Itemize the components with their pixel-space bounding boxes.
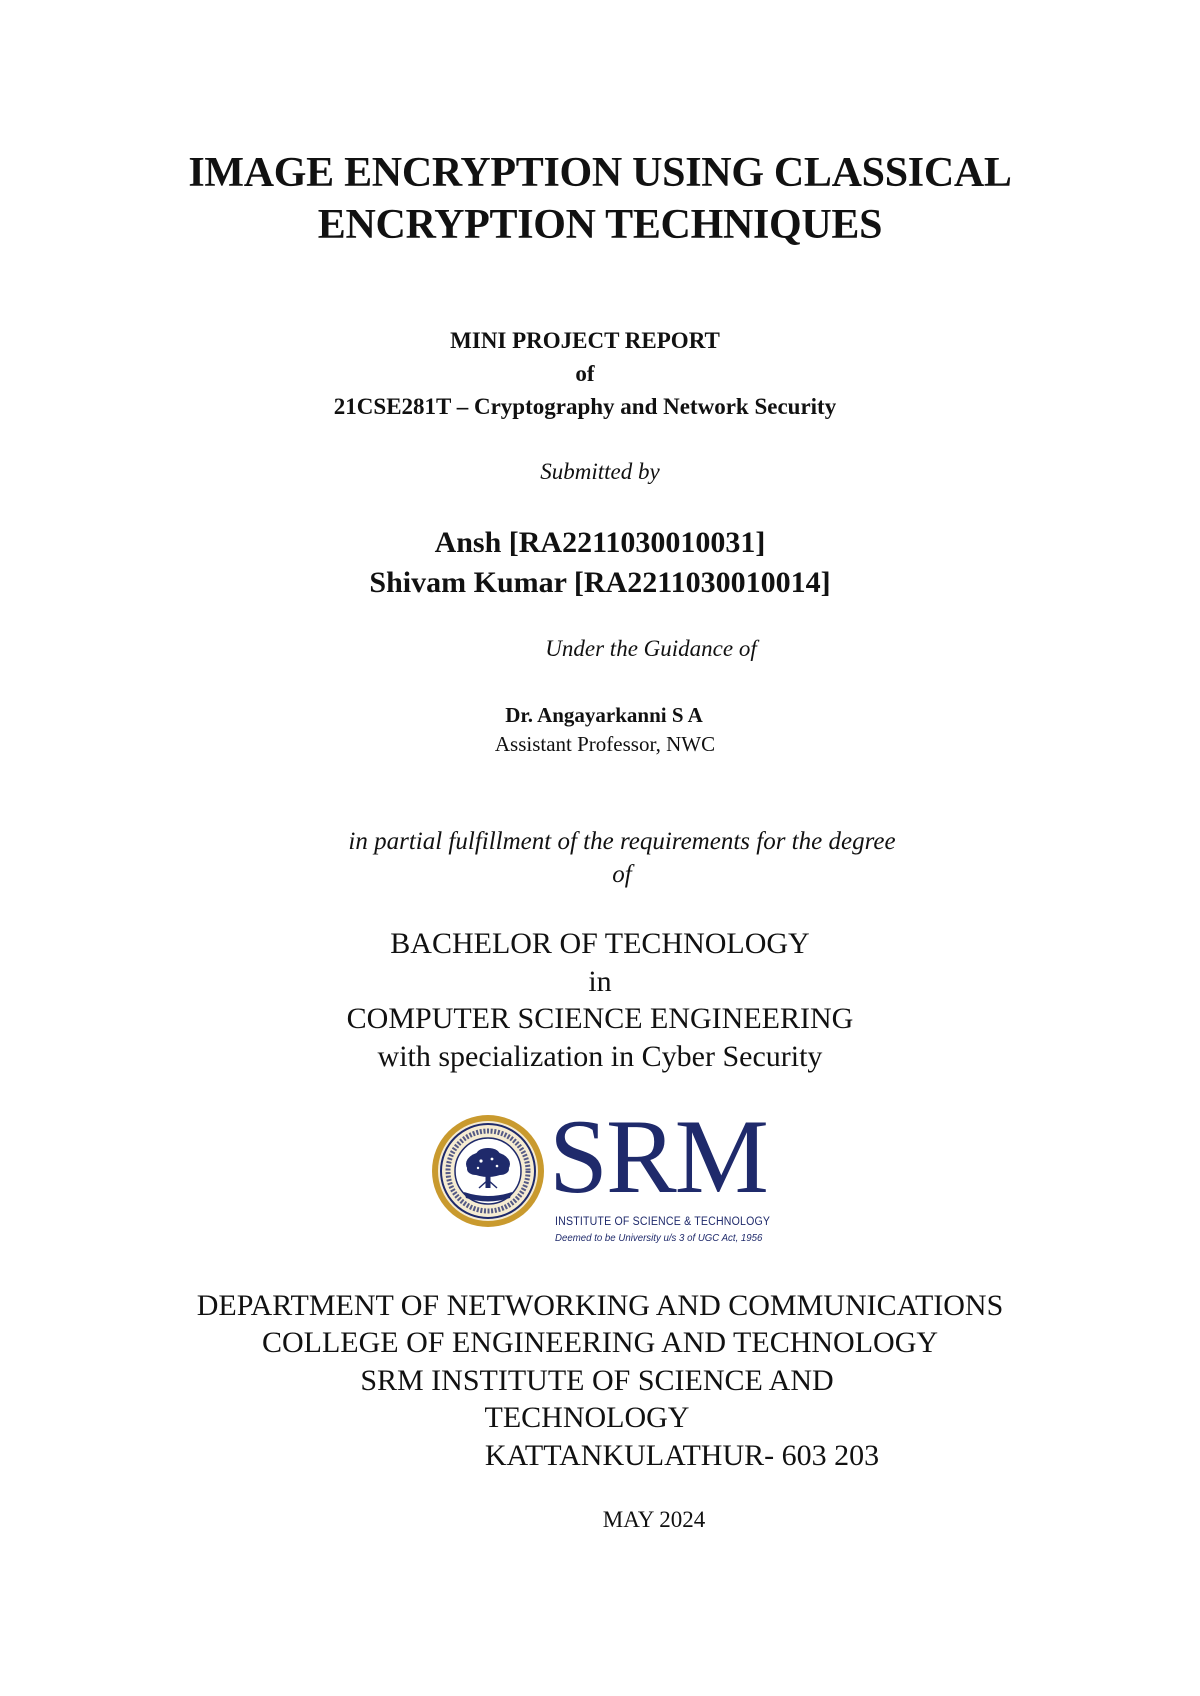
srm-logo [431, 1098, 803, 1246]
title-line-2: ENCRYPTION TECHNIQUES [317, 202, 883, 248]
srm-wordmark: SRM [549, 1098, 767, 1215]
guidance-label: Under the Guidance of [545, 636, 757, 661]
report-type: MINI PROJECT REPORT [450, 328, 720, 353]
degree-name: BACHELOR OF TECHNOLOGY [390, 927, 810, 960]
title-line-1: IMAGE ENCRYPTION USING CLASSICAL [188, 150, 1012, 196]
fulfillment-line-1: in partial fulfillment of the requirements for the degree [348, 828, 896, 855]
report-of: of [575, 361, 595, 386]
report-date: MAY 2024 [602, 1507, 706, 1532]
degree-in: in [588, 965, 612, 998]
department-line-4: TECHNOLOGY [484, 1401, 690, 1434]
submitted-by-label: Submitted by [540, 459, 660, 484]
srm-seal-icon [431, 1114, 545, 1228]
department-line-3: SRM INSTITUTE OF SCIENCE AND [360, 1364, 834, 1397]
fulfillment-line-2: of [612, 861, 632, 888]
department-line-2: COLLEGE OF ENGINEERING AND TECHNOLOGY [261, 1326, 939, 1359]
department-line-5: KATTANKULATHUR- 603 203 [484, 1439, 880, 1472]
guide-designation: Assistant Professor, NWC [494, 732, 716, 756]
guide-name: Dr. Angayarkanni S A [505, 703, 703, 727]
student-name: Shivam Kumar [RA2211030010014] [369, 566, 831, 599]
degree-branch: COMPUTER SCIENCE ENGINEERING [346, 1002, 854, 1035]
srm-institute-line: INSTITUTE OF SCIENCE & TECHNOLOGY [555, 1216, 771, 1228]
course-name: 21CSE281T – Cryptography and Network Security [333, 394, 837, 419]
degree-specialization: with specialization in Cyber Security [377, 1040, 823, 1073]
department-line-1: DEPARTMENT OF NETWORKING AND COMMUNICATIONS [196, 1289, 1004, 1322]
student-name: Ansh [RA2211030010031] [434, 526, 766, 559]
srm-deemed-line: Deemed to be University u/s 3 of UGC Act, 1956 [555, 1232, 763, 1244]
